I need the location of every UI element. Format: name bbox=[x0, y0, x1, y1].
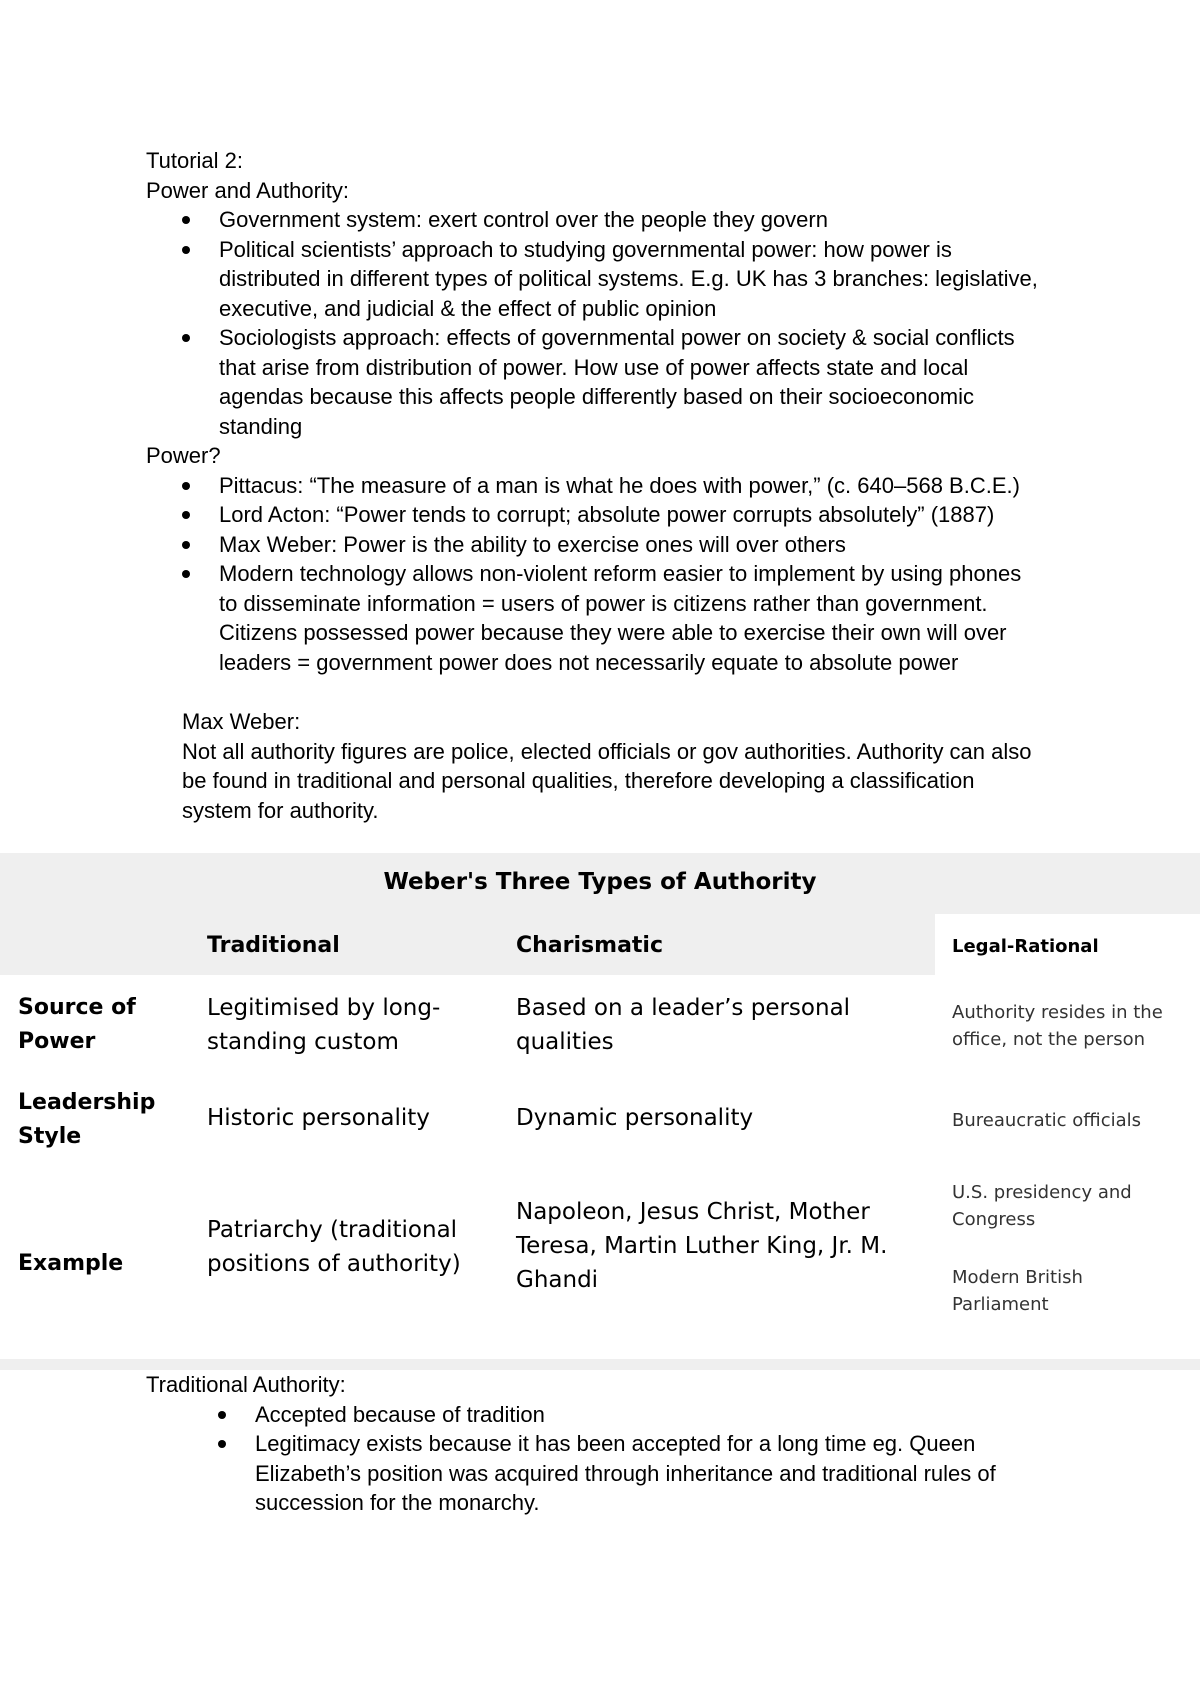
column-header-legal-rational: Legal-Rational bbox=[952, 936, 1099, 957]
notes-section bbox=[146, 146, 1146, 677]
table-cell: U.S. presidency and Congress bbox=[952, 1182, 1132, 1230]
row-header-example: Example bbox=[18, 1251, 124, 1276]
table-footer-band bbox=[0, 1359, 1200, 1370]
table-cell: Historic personality bbox=[207, 1105, 430, 1131]
paragraph-line: be found in traditional and personal qualities, therefore developing a classification bbox=[182, 768, 975, 793]
list-item: Sociologists approach: effects of governmental power on society & social conflicts that arise from distribution of power. How use of power affects state and local agendas because this affects people differently based on their socioeconomic standing bbox=[146, 323, 1146, 441]
paragraph-line: Not all authority figures are police, elected officials or gov authorities. Authority can also bbox=[182, 738, 1032, 764]
max-weber-paragraph bbox=[182, 707, 1182, 825]
power-bullet-list bbox=[146, 471, 1146, 678]
list-item: Pittacus: “The measure of a man is what he does with power,” (c. 640–568 B.C.E.) bbox=[146, 471, 1146, 501]
intro-bullet-list bbox=[146, 205, 1146, 441]
section-heading: Traditional Authority: bbox=[146, 1372, 346, 1397]
row-header-leadership-style: Leadership Style bbox=[18, 1090, 156, 1149]
column-header-charismatic: Charismatic bbox=[516, 933, 664, 958]
list-item: Political scientists’ approach to studying governmental power: how power is distributed in different types of political systems. E.g. UK has 3 branches: legislative, executive, and judicial & the effect of public opinion bbox=[146, 235, 1146, 324]
traditional-authority-section bbox=[146, 1370, 1146, 1518]
tutorial-title: Tutorial 2: bbox=[146, 148, 244, 173]
column-header-traditional: Traditional bbox=[207, 933, 340, 958]
list-item: Max Weber: Power is the ability to exercise ones will over others bbox=[146, 530, 1146, 560]
list-item: Government system: exert control over the people they govern bbox=[146, 205, 1146, 235]
authority-table bbox=[0, 853, 1200, 1370]
section-heading: Power and Authority: bbox=[146, 177, 350, 203]
column-header-band bbox=[0, 914, 935, 975]
table-cell: Patriarchy (traditional positions of authority) bbox=[207, 1217, 461, 1277]
list-item: Modern technology allows non-violent reform easier to implement by using phones to disseminate information = users of power is citizens rather than government. Citizens possessed power because they were able to exercise their own will over leaders = government power does not necessarily equate to absolute power bbox=[146, 559, 1146, 677]
table-cell: Authority resides in the office, not the person bbox=[952, 1002, 1163, 1050]
table-cell: Bureaucratic officials bbox=[952, 1110, 1141, 1131]
table-cell: Based on a leader’s personal qualities bbox=[516, 995, 851, 1055]
traditional-bullet-list bbox=[182, 1400, 1146, 1518]
paragraph-line: system for authority. bbox=[182, 797, 379, 823]
list-item: Legitimacy exists because it has been accepted for a long time eg. Queen Elizabeth’s position was acquired through inheritance and traditional rules of succession for the monarchy. bbox=[182, 1429, 1146, 1518]
section-heading: Max Weber: bbox=[182, 709, 301, 734]
list-item: Lord Acton: “Power tends to corrupt; absolute power corrupts absolutely” (1887) bbox=[146, 500, 1146, 530]
table-title: Weber's Three Types of Authority bbox=[383, 869, 817, 895]
table-cell: Legitimised by long- standing custom bbox=[207, 995, 441, 1055]
row-header-source-of-power: Source of Power bbox=[18, 995, 136, 1054]
list-item: Accepted because of tradition bbox=[182, 1400, 1146, 1430]
table-cell: Modern British Parliament bbox=[952, 1267, 1083, 1315]
section-heading: Power? bbox=[146, 443, 221, 468]
table-cell: Napoleon, Jesus Christ, Mother Teresa, Martin Luther King, Jr. M. Ghandi bbox=[516, 1199, 888, 1293]
table-cell: Dynamic personality bbox=[516, 1105, 754, 1131]
